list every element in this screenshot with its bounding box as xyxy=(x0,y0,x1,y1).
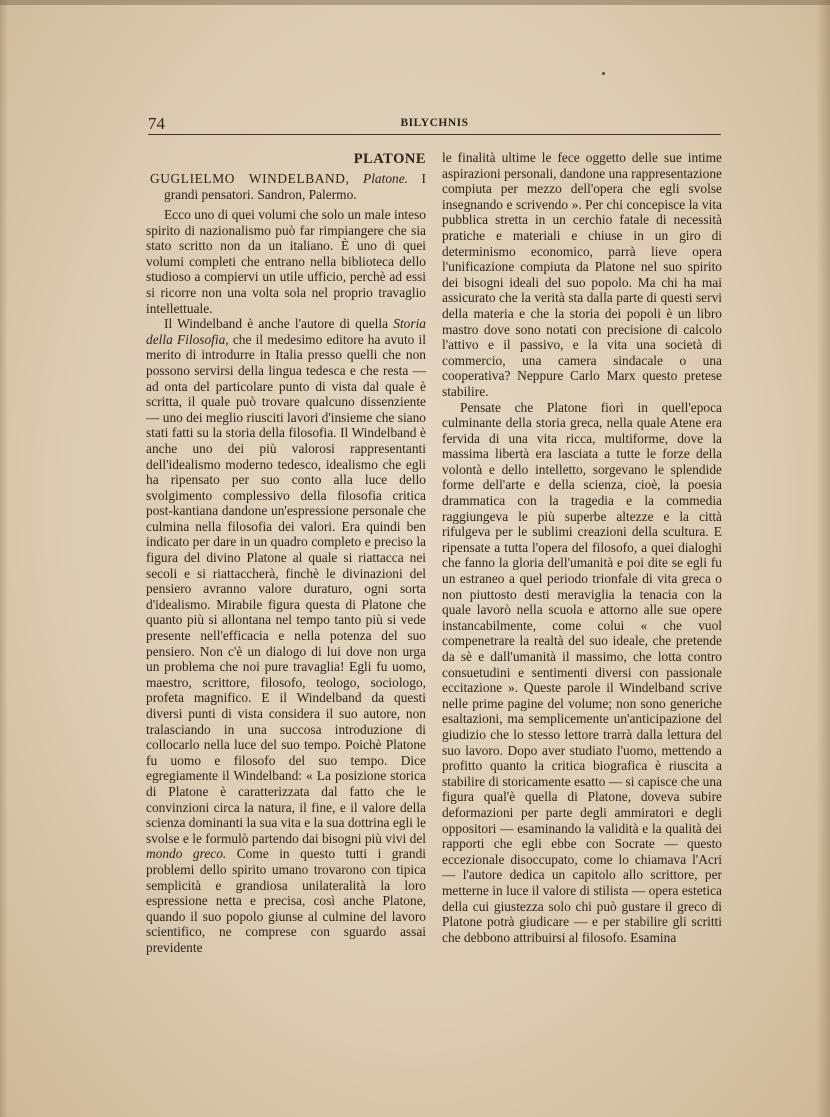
page-top-shadow xyxy=(0,0,830,5)
right-paragraph-1: le finalità ultime le fece oggetto delle sue intime aspirazioni personali, dandone una rappresentazione compiuta per mezzo dell'opera che egli svolse insegnando e scrivendo ». Per chi concepisce la vita pubblica stretta in un cerchio fatale di necessità pratiche e materiali e chiuse in un giro di determinismo economico, parrà lieve opera l'unificazione compiuta da Platone nel suo spirito dei bisogni ideali del suo popolo. Ma chi ha mai assicurato che la verità sta dalla parte di questi servi della materia e che la storia dei popoli è un libro mastro dove sono notati con precisione di calcolo l'attivo e il passivo, e la vita una società di commercio, una camera sindacale o una cooperativa? Neppure Carlo Marx questo pretese stabilire. xyxy=(442,150,722,399)
italic-run: mondo greco. xyxy=(146,846,227,862)
book-title: Platone. xyxy=(363,171,409,186)
text-run: che il medesimo editore ha avuto il merito di introdurre in Italia presso quelli che non possono servirsi della lingua tedesca e che resta — ad onta del particolare punto di vista dal quale è scritta, il quale può trovare qualcuno dissenziente — uno dei meglio riusciti lavori d'insieme che siano stati fatti su la storia della filosofia. Il Windelband è anche uno dei più valorosi rappresentanti dell'idealismo moderno tedesco, idealismo che egli ha ripensato per suo conto alla luce dello svolgimento complessivo della filosofia critica post-kantiana dandone un'espressione personale che culmina nella filosofia dei valori. Era quindi ben indicato per dare in un quadro completo e preciso la figura del divino Platone al quale si riattacca nei secoli e si riattaccherà, finchè le divinazioni del pensiero avranno valore duraturo, ogni sorta d'idealismo. Mirabile figura questa di Platone che quanto più si allontana nel tempo tanto più si vede presente nell'efficacia e nella potenza del suo pensiero. Non c'è un dialogo di lui dove non urga un problema che noi pure travaglia! Egli fu uomo, maestro, scrittore, filosofo, teologo, sociologo, profeta magnifico. E il Windelband da questi diversi punti di vista considera il suo autore, non tralasciando in una succosa introduzione di collocarlo nella luce del suo tempo. Poichè Platone fu uomo e filosofo del suo tempo. Dice egregiamente il Windelband: « La posizione storica di Platone è caratterizzata dal fatto che le convinzioni circa la natura, il fine, e il valore della scienza dominanti la sua vita e la sua dottrina egli le svolse e le formulò partendo dai bisogni più vivi del xyxy=(146,331,426,846)
text-run: Il Windelband è anche l'autore di quella xyxy=(164,316,394,332)
book-reference xyxy=(146,171,426,203)
paper-speck xyxy=(602,72,605,75)
book-details: I grandi pensatori. Sandron, Palermo. xyxy=(164,171,426,202)
running-title: BILYCHNIS xyxy=(400,117,469,129)
left-column xyxy=(146,150,426,956)
page-header xyxy=(148,114,721,134)
page-left-shadow xyxy=(0,0,8,1117)
header-rule xyxy=(148,134,721,135)
right-column xyxy=(442,150,722,945)
page-right-edge xyxy=(816,0,830,1117)
right-paragraph-2: Pensate che Platone fiorì in quell'epoca culminante della storia greca, nella quale Atene era fervida di una vita ricca, multiforme, dove la massima libertà era lasciata a tutte le forze della volontà e dello intelletto, sorgevano le splendide forme dell'arte e della scienza, cioè, la poesia drammatica con la tragedia e la commedia raggiungeva le più superbe altezze e la città rifulgeva per le sublimi creazioni della scultura. E ripensate a tutta l'opera del filosofo, a quei dialoghi che fanno la gloria dell'umanità e poi dite se egli fu un estraneo a quel periodo trionfale di vita greca o non piuttosto desti meraviglia la tenacia con la quale lavorò nella scuola e attorno alle sue opere instancabilmente, come colui « che vuol compenetrare la realtà del suo ideale, che pretende da sè e dall'umanità il massimo, che lotta contro consuetudini e sentimenti diversi con passionale eccitazione ». Queste parole il Windelband scrive nelle prime pagine del volume; non sono generiche esaltazioni, ma semplicemente un'anticipazione del giudizio che lo stesso lettore trarrà dalla lettura del suo lavoro. Dopo aver studiato l'uomo, mettendo a profitto quanto la critica biografica è riuscita a stabilire di storicamente esatto — si capisce che una figura qual'è quella di Platone, doveva subire deformazioni per parte degli ammiratori e degli oppositori — esaminando la validità e la qualità dei rapporti che egli ebbe con Socrate — questo eccezionale disoccupato, come lo chiamava l'Acri — l'autore dedica un capitolo allo scrittore, per metterne in luce il valore di stilista — opera estetica della cui giustezza solo chi può gustare il greco di Platone potrà giudicare — e per stabilire gli scritti che debbono attribuirsi al filosofo. Esamina xyxy=(442,399,722,945)
page-number: 74 xyxy=(148,114,165,133)
left-paragraph-2 xyxy=(146,316,426,955)
left-paragraph-1: Ecco uno di quei volumi che solo un male inteso spirito di nazionalismo può far rimpiangere che sia stato scritto non da un italiano. È uno di quei volumi completi che entrano nella biblioteca dello studioso a compiervi un utile ufficio, perchè ad essi si ricorre non una volta sola nel proprio travaglio intellettuale. xyxy=(146,207,426,316)
article-title: PLATONE xyxy=(353,151,426,167)
text-run: Come in questo tutti i grandi problemi dello spirito umano trovarono con tipica semplicità e grandiosa unilateralità la loro espressione netta e precisa, così anche Platone, quando il suo popolo giunse al culmine del lavoro scientifico, ne comprese con sguardo assai previdente xyxy=(146,846,426,955)
italic-run: Storia della Filosofia, xyxy=(146,316,426,347)
book-author: GUGLIELMO WINDELBAND, xyxy=(150,171,350,186)
